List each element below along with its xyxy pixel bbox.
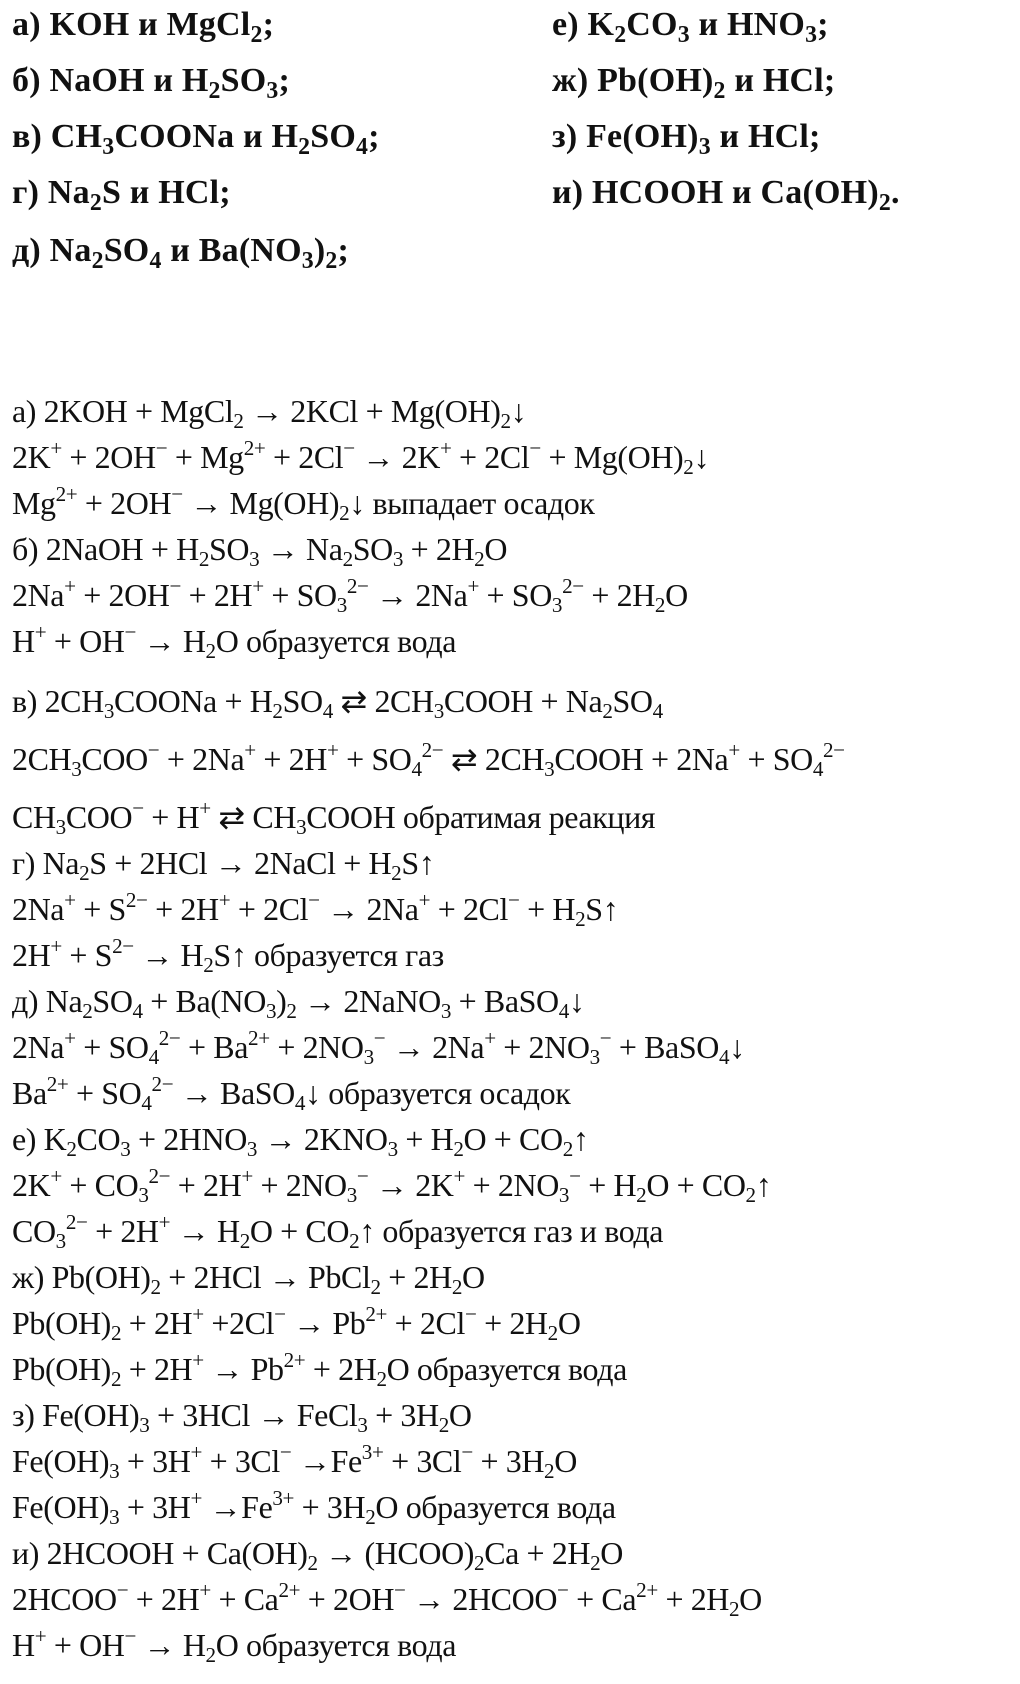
task-b: [12, 62, 291, 105]
task-text: NaOH и $H_2SO_3$;: [49, 62, 291, 105]
task-a: [12, 6, 275, 49]
task-label: е): [552, 6, 579, 43]
equation-line: $2H^+ + S^{2-}$ → $H_2S↑$ образуется газ: [12, 933, 444, 977]
task-text: HCOOH и $Ca(OH)_2$.: [592, 174, 900, 217]
task-text: $Fe(OH)_3$ и HCl;: [586, 118, 821, 161]
task-g: [12, 174, 231, 217]
equation-line: $2Na^+ + 2OH^- + 2H^+ + SO_3^{2-} \to 2Na^+ + SO_3^{2-} + 2H_2O$: [12, 573, 688, 617]
equation-line: $Fe(OH)_3 + 3H^+ + 3Cl^- \to Fe^{3+} + 3Cl^- + 3H_2O$: [12, 1439, 577, 1483]
equation-line: 2HCOO− + $2H^+ + Ca^{2+} + 2OH^-$ → 2HCOO− + $Ca^{2+} + 2H_2O$: [12, 1577, 762, 1621]
task-zh: [552, 62, 836, 105]
equation-line: д) $Na_2SO_4 + Ba(NO_3)_2$ → 2NaNO$_3$ + BaSO$_4$↓: [12, 983, 585, 1023]
task-z: [552, 118, 821, 161]
task-v: [12, 118, 380, 161]
equation-line: $Ba^{2+} + SO_4^{2-}$ → BaSO$_4$↓ образуется осадок: [12, 1071, 571, 1115]
equation-line: ж) $Pb(OH)_2 + 2HCl$ → PbCl$_2$ + $2H_2O$: [12, 1259, 485, 1299]
equation-line: и) 2HCOOH + $Ca(OH)_2$ → $(HCOO)_2Ca + 2H_2O$: [12, 1535, 623, 1575]
equation-line: г) $Na_2S + 2HCl$ → 2NaCl + $H_2S↑$: [12, 845, 435, 885]
equation-line: $2K^+ + 2OH^- + Mg^{2+} + 2Cl^- \to 2K^+ + 2Cl^-$ + $Mg(OH)_2↓$: [12, 435, 710, 479]
equation-line: $CO_3^{2-} + 2H^+ \to H_2O$ + $CO_2↑$ образуется газ и вода: [12, 1209, 664, 1253]
equation-line: $2Na^+ + S^{2-} + 2H^+ + 2Cl^- \to 2Na^+ + 2Cl^-$ + $H_2S↑$: [12, 887, 619, 931]
task-text: $Na_2S$ и HCl;: [47, 174, 231, 217]
equation-line: $2Na^+ + SO_4^{2-} + Ba^{2+} + 2NO_3^- \to 2Na^+ + 2NO_3^-$ + BaSO$_4$↓: [12, 1025, 745, 1069]
task-i: [552, 174, 900, 217]
equation-line: в) $2CH_3COONa + H_2SO_4$ ⇄ $2CH_3COOH + Na_2SO_4$: [12, 683, 663, 723]
task-label: д): [12, 232, 41, 269]
equation-line: $Pb(OH)_2 + 2H^+ \to Pb^{2+} + 2H_2O$ образуется вода: [12, 1347, 627, 1391]
task-text: KOH и MgCl$_2$;: [49, 6, 275, 49]
equation-line: $H^+ + OH^- \to H_2O$ образуется вода: [12, 1623, 456, 1667]
task-label: ж): [552, 62, 589, 99]
task-text: $Pb(OH)_2$ и HCl;: [597, 62, 836, 105]
task-text: $Na_2SO_4$ и $Ba(NO_3)_2$;: [49, 232, 350, 275]
equation-line: $2K^+ + CO_3^{2-} + 2H^+ + 2NO_3^- \to 2K^+ + 2NO_3^- + H_2O$ + $CO_2↑$: [12, 1163, 772, 1207]
equation-line: $CH_3COO^- + H^+$ ⇄ $CH_3COOH$ обратимая реакция: [12, 795, 656, 839]
equation-line: а) 2KOH + MgCl$_2$ → $2KCl + Mg(OH)_2↓$: [12, 393, 527, 433]
equation-line: $Mg^{2+} + 2OH^-$ → $Mg(OH)_2↓$ выпадает осадок: [12, 481, 595, 525]
task-label: и): [552, 174, 584, 211]
task-label: в): [12, 118, 43, 155]
task-text: $CH_3COONa$ и $H_2SO_4$;: [50, 118, 380, 161]
equation-line: $Pb(OH)_2 + 2H^+ +2Cl^- \to Pb^{2+} + 2Cl^- + 2H_2O$: [12, 1301, 581, 1345]
task-label: а): [12, 6, 41, 43]
equation-line: з) $Fe(OH)_3 + 3HCl$ → FeCl$_3$ + $3H_2O$: [12, 1397, 472, 1437]
task-d: [12, 232, 350, 275]
equation-line: $H^+ + OH^- \to H_2O$ образуется вода: [12, 619, 456, 663]
task-e: [552, 6, 829, 49]
equation-line: е) $K_2CO_3 + 2HNO_3 \to 2KNO_3 + H_2O$ + $CO_2↑$: [12, 1121, 589, 1161]
task-label: г): [12, 174, 40, 211]
task-text: $K_2CO_3$ и $HNO_3$;: [587, 6, 829, 49]
equation-line: б) 2NaOH + $H_2SO_3 \to Na_2SO_3 + 2H_2O$: [12, 531, 508, 571]
equation-line: $Fe(OH)_3 + 3H^+ \to Fe^{3+} + 3H_2O$ образуется вода: [12, 1485, 616, 1529]
task-label: б): [12, 62, 41, 99]
task-label: з): [552, 118, 578, 155]
equation-line: $2CH_3COO^- + 2Na^+ + 2H^+ + SO_4^{2-}$ ⇄ $2CH_3COOH + 2Na^+ + SO_4^{2-}$: [12, 737, 845, 781]
